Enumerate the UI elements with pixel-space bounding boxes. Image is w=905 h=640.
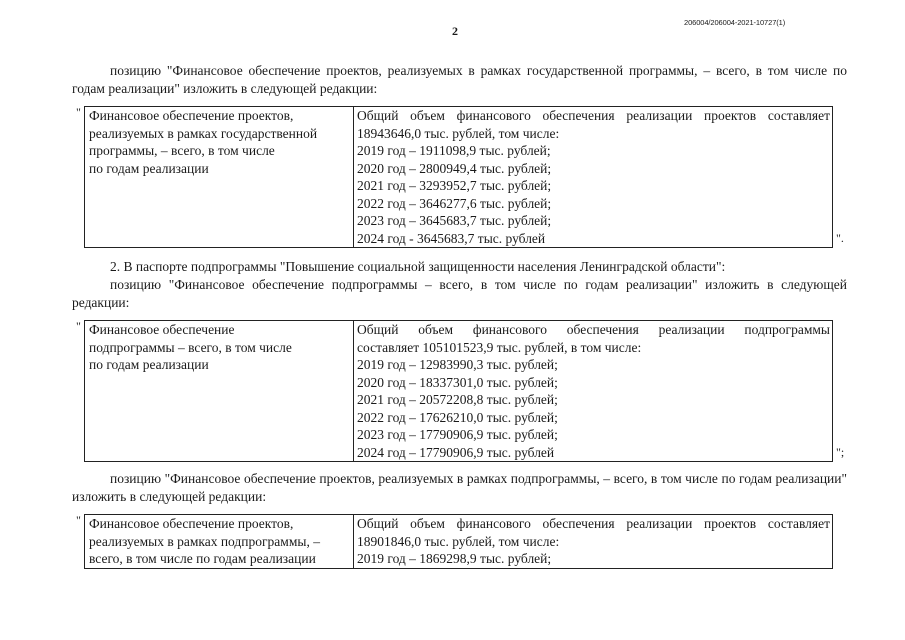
table1-value-line: 18943646,0 тыс. рублей, том числе: <box>357 125 560 141</box>
table-row <box>85 107 833 248</box>
section-2-heading-text: 2. В паспорте подпрограммы "Повышение социальной защищенности населения Ленинградской области": <box>110 259 726 274</box>
table3-label-cell <box>85 515 354 569</box>
table2-value-line: 2022 год – 17626210,0 тыс. рублей; <box>357 409 558 425</box>
table1-value-line: 2024 год - 3645683,7 тыс. рублей <box>357 230 546 246</box>
financing-table-2 <box>84 320 833 462</box>
table3-value-line: 18901846,0 тыс. рублей, том числе: <box>357 533 560 549</box>
table3-label-line: всего, в том числе по годам реализации <box>89 551 316 566</box>
intro-text-2: позицию "Финансовое обеспечение подпрограммы – всего, в том числе по годам реализации" изложить в следующей редакции: <box>72 277 847 310</box>
table1-label-line: реализуемых в рамках государственной <box>89 125 318 141</box>
table2-value-line: Общий объем финансового обеспечения реализации подпрограммы <box>357 322 830 337</box>
intro-paragraph-1 <box>72 62 847 97</box>
table1-value-line: 2019 год – 1911098,9 тыс. рублей; <box>357 143 551 158</box>
financing-table-3 <box>84 514 833 569</box>
table2-value-line: 2019 год – 12983990,3 тыс. рублей; <box>357 357 558 372</box>
intro-text-3: позицию "Финансовое обеспечение проектов, реализуемых в рамках подпрограммы, – всего, в том числе по годам реализации" изложить в следующей редакции: <box>72 471 847 504</box>
table1-value-cell <box>354 107 833 248</box>
table1-label-line: по годам реализации <box>89 160 209 176</box>
quote-open-3: " <box>76 513 81 527</box>
table3-value-line: 2019 год – 1869298,9 тыс. рублей; <box>357 551 552 566</box>
table3-label-line: реализуемых в рамках подпрограммы, – <box>89 533 320 549</box>
quote-open-2: " <box>76 319 81 333</box>
table2-value-line: 2020 год – 18337301,0 тыс. рублей; <box>357 374 558 390</box>
financing-table-1 <box>84 106 833 248</box>
section-2-heading <box>72 258 847 276</box>
table2-label-line: по годам реализации <box>89 357 209 372</box>
table2-label-cell <box>85 321 354 462</box>
table-row <box>85 515 833 569</box>
table3-label-line: Финансовое обеспечение проектов, <box>89 516 294 531</box>
intro-paragraph-3 <box>72 470 847 505</box>
intro-paragraph-2 <box>72 276 847 311</box>
table1-value-line: 2022 год – 3646277,6 тыс. рублей; <box>357 195 552 211</box>
table1-value-line: 2023 год – 3645683,7 тыс. рублей; <box>357 213 552 228</box>
quote-close-2: "; <box>836 445 845 459</box>
table1-label-cell <box>85 107 354 248</box>
table2-label-line: подпрограммы – всего, в том числе <box>89 339 292 355</box>
table1-value-line: 2020 год – 2800949,4 тыс. рублей; <box>357 160 552 176</box>
table3-value-cell <box>354 515 833 569</box>
intro-text-1: позицию "Финансовое обеспечение проектов, реализуемых в рамках государственной программы, – всего, в том числе по годам реализации" изложить в следующей редакции: <box>72 63 847 96</box>
table2-value-line: составляет 105101523,9 тыс. рублей, в том числе: <box>357 339 642 355</box>
table1-label-line: Финансовое обеспечение проектов, <box>89 108 294 123</box>
table1-label-line: программы, – всего, в том числе <box>89 143 275 158</box>
table3-value-line: Общий объем финансового обеспечения реализации проектов составляет <box>357 516 830 531</box>
table1-value-line: Общий объем финансового обеспечения реализации проектов составляет <box>357 108 830 123</box>
table1-value-line: 2021 год – 3293952,7 тыс. рублей; <box>357 178 552 193</box>
quote-open-1: " <box>76 105 81 119</box>
table2-value-line: 2021 год – 20572208,8 тыс. рублей; <box>357 392 558 407</box>
table2-label-line: Финансовое обеспечение <box>89 322 235 337</box>
table2-value-line: 2023 год – 17790906,9 тыс. рублей; <box>357 427 558 442</box>
table2-value-line: 2024 год – 17790906,9 тыс. рублей <box>357 444 555 460</box>
table-row <box>85 321 833 462</box>
table2-value-cell <box>354 321 833 462</box>
quote-close-1: ". <box>836 231 844 245</box>
page-number: 2 <box>452 24 458 38</box>
document-code: 206004/206004-2021-10727(1) <box>684 18 786 27</box>
